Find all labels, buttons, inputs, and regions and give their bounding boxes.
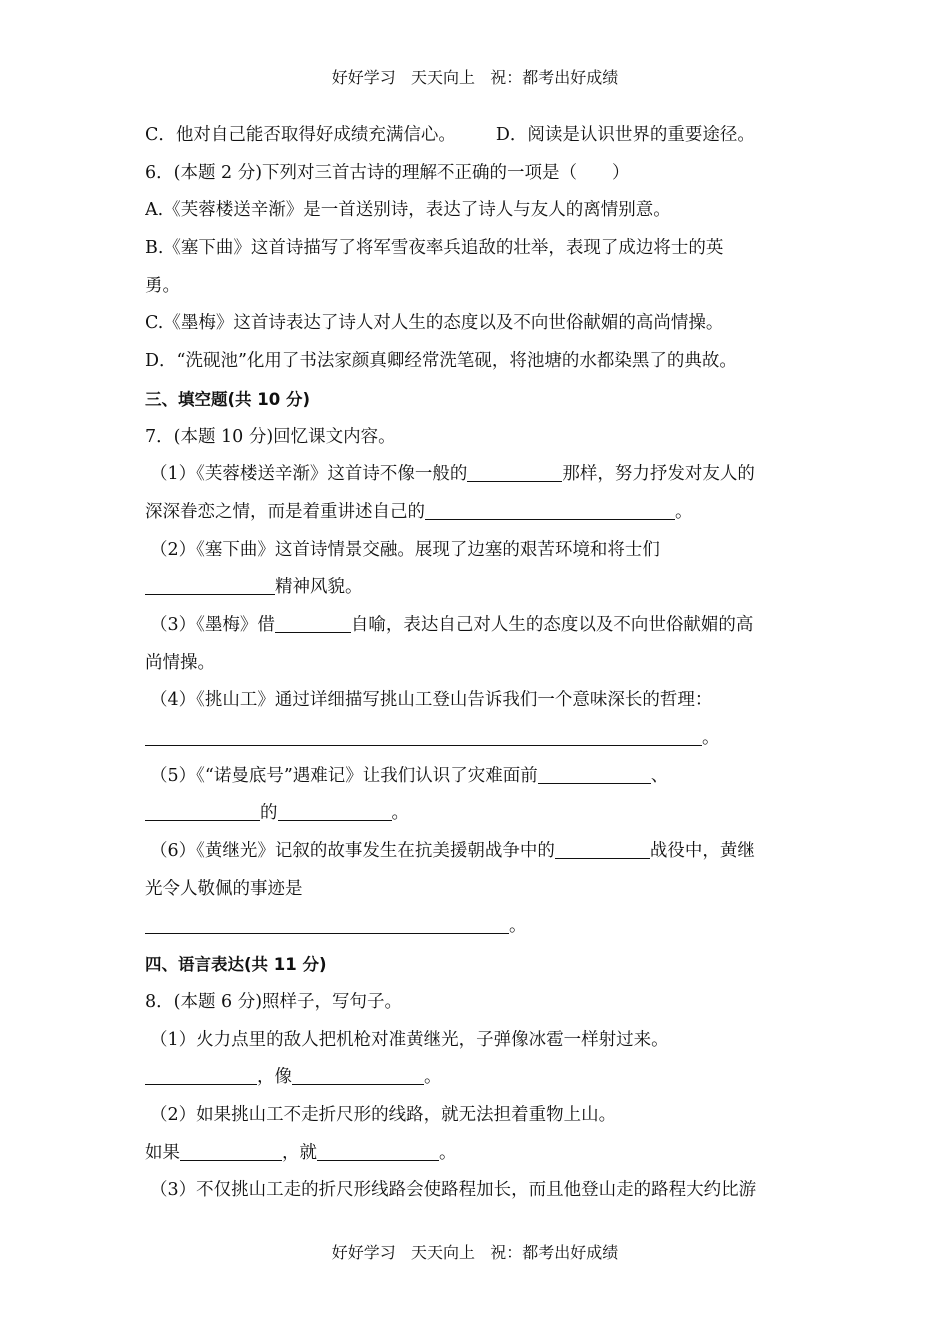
section-4-title: 四、语言表达(共 11 分) [145, 955, 327, 975]
answer-blank[interactable] [145, 727, 702, 746]
q5-options-cd [145, 117, 815, 155]
q7-sub3: （3）《墨梅》借 自喻，表达自己对人生的态度以及不向世俗献媚的高 [150, 614, 754, 635]
q6-option-c: C.《墨梅》这首诗表达了诗人对人生的态度以及不向世俗献媚的高尚情操。 [145, 313, 724, 334]
q6-stem: 6．(本题 2 分)下列对三首古诗的理解不正确的一项是（ ） [145, 162, 630, 183]
q7-sub5: （5）《“诺曼底号”遇难记》让我们认识了灾难面前 、 [150, 765, 669, 786]
answer-blank[interactable] [317, 1142, 439, 1161]
q8-sub2-answer: 如果 ，就 。 [145, 1142, 457, 1163]
q7-sub6-cont: 光令人敬佩的事迹是 [145, 878, 303, 899]
q7-sub6-answer: 。 [145, 908, 815, 946]
q7-sub4-cont: 。 [145, 720, 815, 758]
q8-sub3: （3）不仅挑山工走的折尺形线路会使路程加长，而且他登山走的路程大约比游 [150, 1180, 757, 1201]
q7-sub4: （4）《挑山工》通过详细描写挑山工登山告诉我们一个意味深长的哲理： [150, 690, 713, 711]
answer-blank[interactable] [145, 1066, 257, 1085]
q8-stem: 8．(本题 6 分)照样子，写句子。 [145, 991, 403, 1012]
q7-stem: 7．(本题 10 分)回忆课文内容。 [145, 426, 396, 447]
q7-sub6: （6）《黄继光》记叙的故事发生在抗美援朝战争中的 战役中，黄继 [150, 841, 755, 862]
q6-option-b: B.《塞下曲》这首诗描写了将军雪夜率兵追敌的壮举，表现了成边将士的英 [145, 238, 724, 259]
q7-sub5-cont: 的 。 [145, 795, 815, 833]
answer-blank[interactable] [145, 576, 275, 595]
q7-sub2-cont: 精神风貌。 [145, 569, 815, 607]
q8-sub1: （1）火力点里的敌人把机枪对准黄继光，子弹像冰雹一样射过来。 [150, 1029, 669, 1050]
answer-blank[interactable] [425, 501, 675, 520]
answer-blank[interactable] [555, 840, 650, 859]
answer-blank[interactable] [180, 1142, 282, 1161]
q7-sub1: （1）《芙蓉楼送辛渐》这首诗不像一般的 那样，努力抒发对友人的 [150, 464, 755, 485]
answer-blank[interactable] [145, 915, 509, 934]
q8-sub1-answer: ，像 。 [145, 1059, 815, 1097]
page-footer: 好好学习 天天向上 祝：都考出好成绩 [331, 1243, 619, 1262]
answer-blank[interactable] [275, 614, 351, 633]
q8-sub2: （2）如果挑山工不走折尺形的线路，就无法担着重物上山。 [150, 1104, 617, 1125]
q7-sub2: （2）《塞下曲》这首诗情景交融。展现了边塞的艰苦环境和将士们 [150, 539, 660, 560]
q7-sub3-cont: 尚情操。 [145, 652, 215, 673]
page-header: 好好学习 天天向上 祝：都考出好成绩 [331, 68, 619, 87]
section-3-title: 三、填空题(共 10 分) [145, 389, 311, 409]
q5-option-d: D．阅读是认识世界的重要途径。 [495, 125, 755, 145]
q6-option-a: A.《芙蓉楼送辛渐》是一首送别诗，表达了诗人与友人的离情别意。 [145, 200, 671, 221]
answer-blank[interactable] [145, 802, 260, 821]
page-content [145, 117, 815, 1210]
answer-blank[interactable] [467, 463, 562, 482]
q6-option-b-cont: 勇。 [145, 275, 180, 296]
answer-blank[interactable] [292, 1066, 424, 1085]
answer-blank[interactable] [538, 765, 651, 784]
q6-option-d: D．“洗砚池”化用了书法家颜真卿经常洗笔砚，将池塘的水都染黑了的典故。 [145, 351, 737, 372]
q5-option-c: C．他对自己能否取得好成绩充满信心。 [145, 125, 456, 145]
q7-sub1-cont: 深深眷恋之情，而是着重讲述自己的 。 [145, 501, 693, 522]
answer-blank[interactable] [278, 802, 392, 821]
